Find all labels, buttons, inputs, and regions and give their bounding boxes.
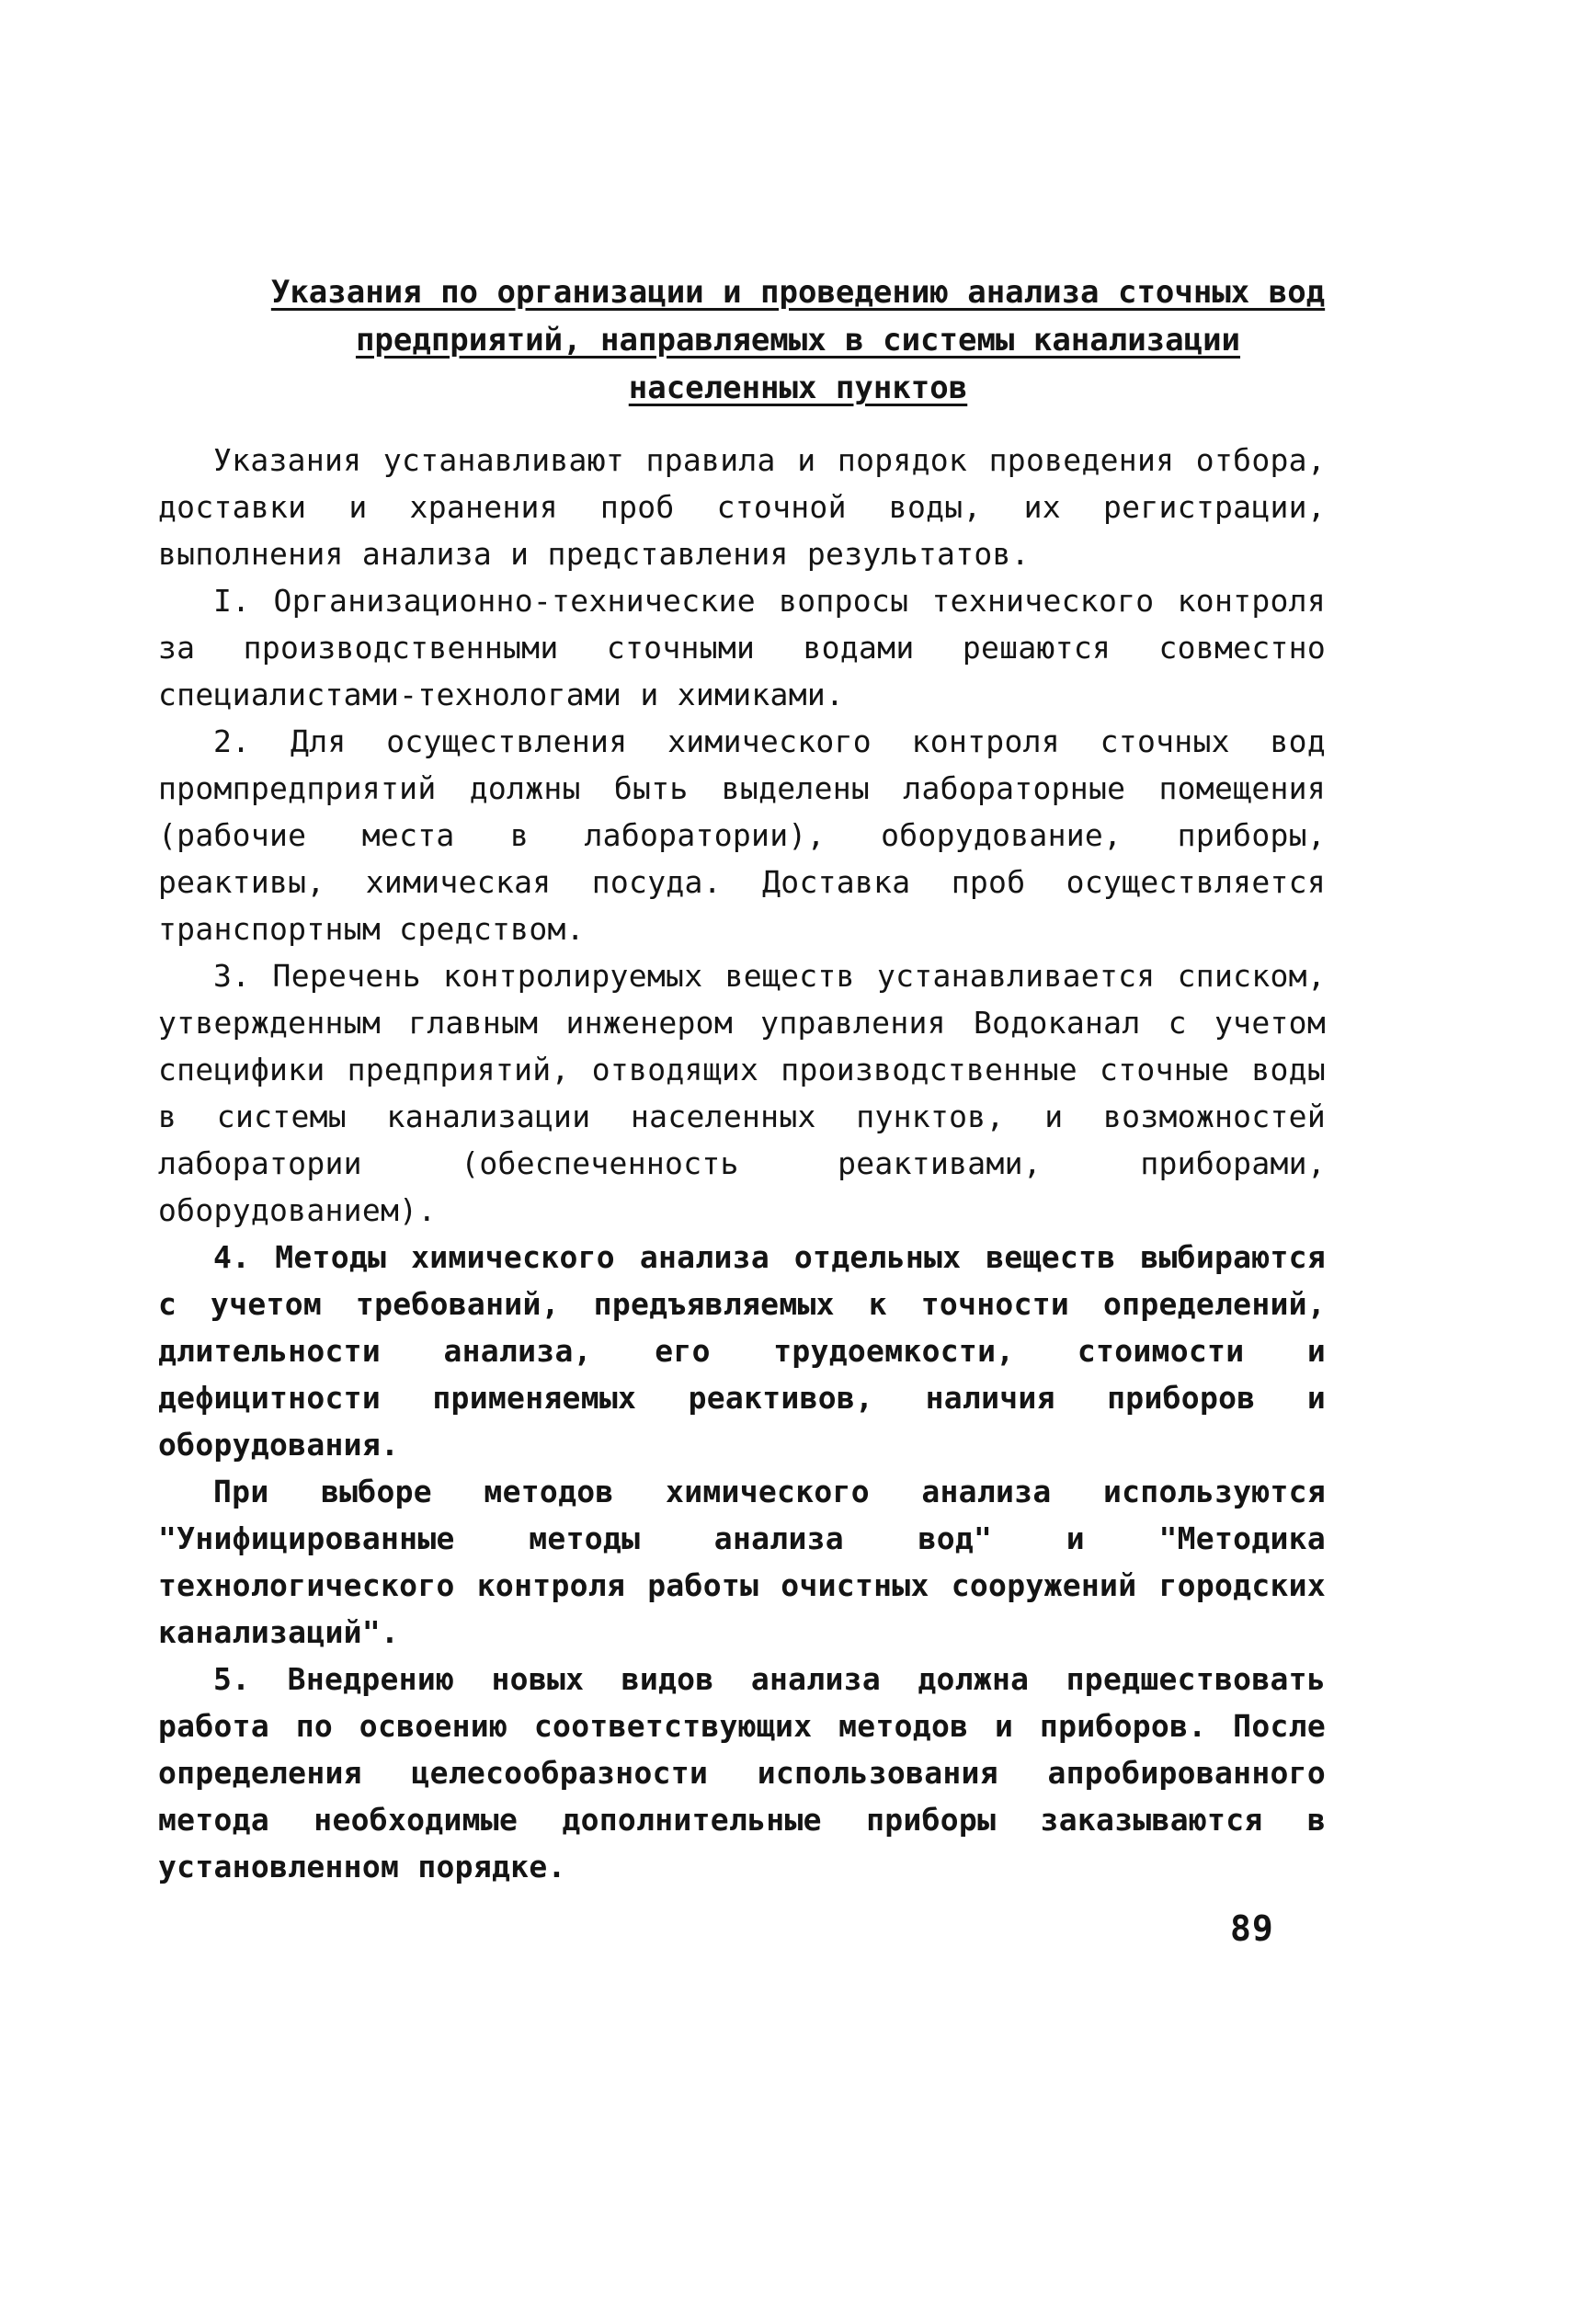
paragraph-1: I. Организационно-технические вопросы технического контроля за производственными сточными водами решаются совместно специалистами-технологами и химиками. bbox=[158, 583, 1326, 712]
document-body bbox=[158, 437, 1326, 1890]
title-line-2: предприятий, направляемых в системы канализации bbox=[355, 322, 1241, 359]
paragraph-4: 4. Методы химического анализа отдельных веществ выбираются с учетом требований, предъявляемых к точности определений, длительности анализа, его трудоемкости, стоимости и дефицитности применяемых реактивов, наличия приборов и оборудования. bbox=[158, 1239, 1326, 1463]
paragraph-intro: Указания устанавливают правила и порядок проведения отбора, доставки и хранения проб сточной воды, их регистрации, выполнения анализа и представления результатов. bbox=[158, 442, 1326, 572]
document-title bbox=[165, 268, 1431, 412]
paragraph-2: 2. Для осуществления химического контроля сточных вод промпредприятий должны быть выделены лабораторные помещения (рабочие места в лаборатории), оборудование, приборы, реактивы, химическая посуда. Доставка проб осуществляется транспортным средством. bbox=[158, 723, 1326, 947]
paragraph-5: 5. Внедрению новых видов анализа должна предшествовать работа по освоению соответствующих методов и приборов. После определения целесообразности использования апробированного метода необходимые дополнительные приборы заказываются в установленном порядке. bbox=[158, 1661, 1326, 1884]
paragraph-4-methods: При выборе методов химического анализа используются "Унифицированные методы анализа вод" и "Методика технологического контроля работы очистных сооружений городских канализаций". bbox=[158, 1474, 1326, 1650]
title-line-3: населенных пунктов bbox=[628, 370, 968, 406]
paragraph-3: 3. Перечень контролируемых веществ устанавливается списком, утвержденным главным инженером управления Водоканал с учетом специфики предприятий, отводящих производственные сточные воды в системы канализации населенных пунктов, и возможностей лаборатории (обеспеченность реактивами, приборами, оборудованием). bbox=[158, 958, 1326, 1228]
title-line-1: Указания по организации и проведению анализа сточных вод bbox=[270, 274, 1326, 311]
page-number: 89 bbox=[1230, 1908, 1274, 1949]
